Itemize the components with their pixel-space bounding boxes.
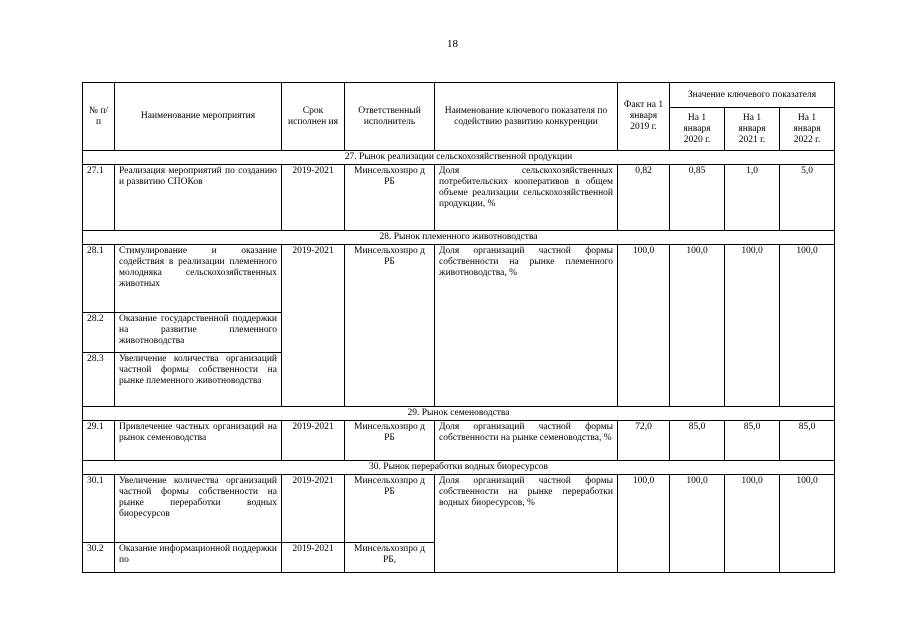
row-number: 29.1 bbox=[83, 421, 115, 461]
term: 2019-2021 bbox=[282, 245, 345, 407]
measure-name: Привлечение частных организаций на рынок семеноводства bbox=[115, 421, 282, 461]
value-2020: 100,0 bbox=[670, 475, 725, 573]
term: 2019-2021 bbox=[282, 543, 345, 573]
value-2022: 100,0 bbox=[780, 245, 835, 407]
fact-value: 72,0 bbox=[618, 421, 670, 461]
fact-value: 0,82 bbox=[618, 165, 670, 231]
measures-table bbox=[82, 82, 835, 573]
indicator-name: Доля организаций частной формы собственности на рынке переработки водных биоресурсов, % bbox=[435, 475, 618, 573]
header-responsible: Ответственный исполнитель bbox=[345, 83, 435, 151]
measure-name: Оказание государственной поддержки на развитие племенного животноводства bbox=[115, 313, 282, 353]
measure-name: Реализация мероприятий по созданию и развитию СПОКов bbox=[115, 165, 282, 231]
section-title: 29. Рынок семеноводства bbox=[83, 407, 835, 421]
measure-name: Стимулирование и оказание содействия в реализации племенного молодняка сельскохозяйственных животных bbox=[115, 245, 282, 313]
term: 2019-2021 bbox=[282, 165, 345, 231]
fact-value: 100,0 bbox=[618, 475, 670, 573]
header-name: Наименование мероприятия bbox=[115, 83, 282, 151]
value-2021: 100,0 bbox=[725, 245, 780, 407]
section-title: 30. Рынок переработки водных биоресурсов bbox=[83, 461, 835, 475]
row-number: 27.1 bbox=[83, 165, 115, 231]
responsible: Минсельхозпро д РБ bbox=[345, 245, 435, 407]
measure-name: Увеличение количества организаций частной формы собственности на рынке племенного животноводства bbox=[115, 353, 282, 407]
value-2021: 100,0 bbox=[725, 475, 780, 573]
header-2022: На 1 января 2022 г. bbox=[780, 108, 835, 151]
responsible: Минсельхозпро д РБ bbox=[345, 165, 435, 231]
indicator-name: Доля организаций частной формы собственности на рынке семеноводства, % bbox=[435, 421, 618, 461]
section-title: 27. Рынок реализации сельскохозяйственной продукции bbox=[83, 151, 835, 165]
value-2021: 85,0 bbox=[725, 421, 780, 461]
row-number: 30.2 bbox=[83, 543, 115, 573]
row-number: 28.1 bbox=[83, 245, 115, 313]
row-number: 30.1 bbox=[83, 475, 115, 543]
responsible: Минсельхозпро д РБ, bbox=[345, 543, 435, 573]
value-2020: 85,0 bbox=[670, 421, 725, 461]
measure-name: Оказание информационной поддержки по bbox=[115, 543, 282, 573]
value-2022: 5,0 bbox=[780, 165, 835, 231]
value-2021: 1,0 bbox=[725, 165, 780, 231]
header-2021: На 1 января 2021 г. bbox=[725, 108, 780, 151]
header-fact-2019: Факт на 1 января 2019 г. bbox=[618, 83, 670, 151]
value-2020: 100,0 bbox=[670, 245, 725, 407]
term: 2019-2021 bbox=[282, 421, 345, 461]
header-key-value: Значение ключевого показателя bbox=[670, 83, 835, 108]
page-number: 18 bbox=[447, 38, 458, 50]
value-2022: 100,0 bbox=[780, 475, 835, 573]
value-2022: 85,0 bbox=[780, 421, 835, 461]
section-title: 28. Рынок племенного животноводства bbox=[83, 231, 835, 245]
indicator-name: Доля организаций частной формы собственности на рынке племенного животноводства, % bbox=[435, 245, 618, 407]
header-term: Срок исполнен ия bbox=[282, 83, 345, 151]
term: 2019-2021 bbox=[282, 475, 345, 543]
indicator-name: Доля сельскохозяйственных потребительских кооперативов в общем объеме реализации сельскохозяйственной продукции, % bbox=[435, 165, 618, 231]
fact-value: 100,0 bbox=[618, 245, 670, 407]
responsible: Минсельхозпро д РБ bbox=[345, 475, 435, 543]
value-2020: 0,85 bbox=[670, 165, 725, 231]
row-number: 28.3 bbox=[83, 353, 115, 407]
responsible: Минсельхозпро д РБ bbox=[345, 421, 435, 461]
measure-name: Увеличение количества организаций частной формы собственности на рынке переработки водных биоресурсов bbox=[115, 475, 282, 543]
header-num: № п/п bbox=[83, 83, 115, 151]
header-2020: На 1 января 2020 г. bbox=[670, 108, 725, 151]
header-indicator: Наименование ключевого показателя по содействию развитию конкуренции bbox=[435, 83, 618, 151]
row-number: 28.2 bbox=[83, 313, 115, 353]
